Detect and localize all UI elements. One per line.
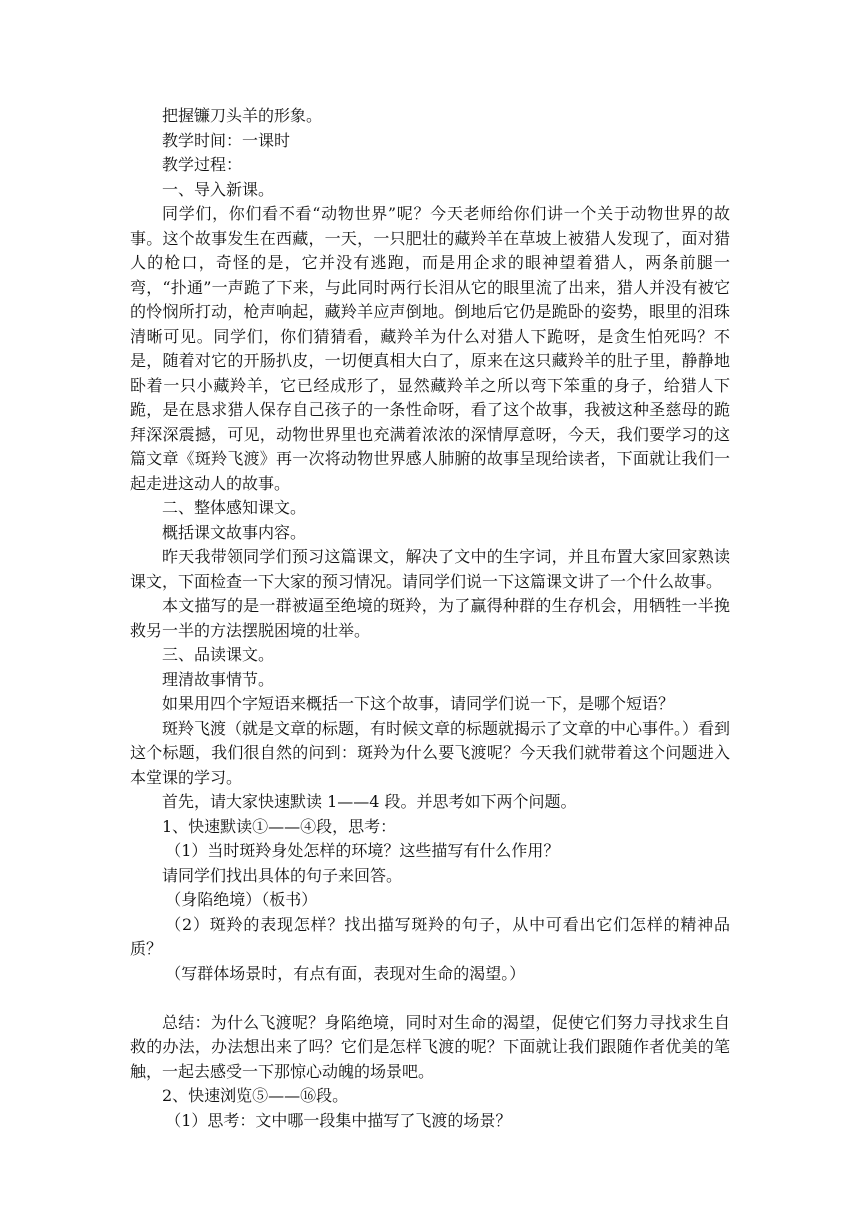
paragraph-four-character-question: 如果用四个字短语来概括一下这个故事，请同学们说一下，是哪个短语？ bbox=[162, 694, 675, 713]
paragraph-find-sentences: 请同学们找出具体的句子来回答。 bbox=[162, 865, 403, 885]
paragraph-summarize-story: 概括课文故事内容。 bbox=[162, 522, 307, 542]
paragraph-teaching-time: 教学时间：一课时 bbox=[162, 130, 291, 150]
blank-line bbox=[130, 986, 730, 1011]
question-2: （2）斑羚的表现怎样？找出描写斑羚的句子，从中可看出它们怎样的精神品质？ bbox=[130, 914, 730, 958]
paragraph-task-2: 2、快速浏览⑤——⑯段。 bbox=[162, 1086, 349, 1105]
paragraph-story-summary: 本文描写的是一群被逼至绝境的斑羚，为了赢得种群的生存机会，用牺牲一半挽救另一半的方法摆脱困境的壮举。 bbox=[130, 596, 730, 640]
paragraph-task-1: 1、快速默读①——④段，思考： bbox=[162, 816, 397, 836]
paragraph-goal: 把握镰刀头羊的形象。 bbox=[162, 106, 323, 125]
paragraph-group-scene-note: （写群体场景时，有点有面，表现对生命的渴望。） bbox=[165, 963, 526, 983]
paragraph-plot: 理清故事情节。 bbox=[162, 669, 275, 689]
paragraph-title-explanation: 斑羚飞渡（就是文章的标题，有时候文章的标题就揭示了文章的中心事件。）看到这个标题，我们很自然的问到：斑羚为什么要飞渡呢？今天我们就带着这个问题进入本堂课的学习。 bbox=[130, 718, 731, 787]
paragraph-teaching-process: 教学过程： bbox=[162, 155, 243, 174]
lesson-plan-body bbox=[130, 104, 730, 1133]
paragraph-summary: 总结：为什么飞渡呢？身陷绝境，同时对生命的渴望，促使它们努力寻找求生自救的办法，办法想出来了吗？它们是怎样飞渡的呢？下面就让我们跟随作者优美的笔触，一起去感受一下那惊心动魄的场景吧。 bbox=[130, 1012, 730, 1081]
question-3: （1）思考：文中哪一段集中描写了飞渡的场景？ bbox=[165, 1110, 512, 1130]
section-heading-close-reading: 三、品读课文。 bbox=[162, 645, 275, 664]
paragraph-board-note: （身陷绝境）（板书） bbox=[165, 890, 318, 909]
question-1: （1）当时斑羚身处怎样的环境？这些描写有什么作用？ bbox=[165, 841, 560, 860]
paragraph-read-instructions: 首先，请大家快速默读 1——4 段。并思考如下两个问题。 bbox=[162, 792, 577, 811]
section-heading-overall-perception: 二、整体感知课文。 bbox=[162, 498, 307, 517]
paragraph-introduction-story: 同学们，你们看不看“动物世界”呢？今天老师给你们讲一个关于动物世界的故事。这个故事发生在西藏，一天，一只肥壮的藏羚羊在草坡上被猎人发现了，面对猎人的枪口，奇怪的是，它并没有逃跑，而是用企求的眼神望着猎人，两条前腿一弯，“扑通”一声跪了下来，与此同时两行长泪从它的眼里流了出来，猎人并没有被它的怜悯所打动，枪声响起，藏羚羊应声倒地。倒地后它仍是跪卧的姿势，眼里的泪珠清晰可见。同学们，你们猜猜看，藏羚羊为什么对猎人下跪呀，是贪生怕死吗？不是，随着对它的开肠扒皮，一切便真相大白了，原来在这只藏羚羊的肚子里，静静地卧着一只小藏羚羊，它已经成形了，显然藏羚羊之所以弯下笨重的身子，给猎人下跪，是在恳求猎人保存自己孩子的一条性命呀，看了这个故事，我被这种圣慈母的跪拜深深震撼，可见，动物世界里也充满着浓浓的深情厚意呀，今天，我们要学习的这篇文章《斑羚飞渡》再一次将动物世界感人肺腑的故事呈现给读者，下面就让我们一起走进这动人的故事。 bbox=[130, 204, 730, 493]
paragraph-preview-check: 昨天我带领同学们预习这篇课文，解决了文中的生字词，并且布置大家回家熟读课文，下面检查一下大家的预习情况。请同学们说一下这篇课文讲了一个什么故事。 bbox=[130, 547, 730, 591]
section-heading-introduction: 一、导入新课。 bbox=[162, 179, 275, 199]
